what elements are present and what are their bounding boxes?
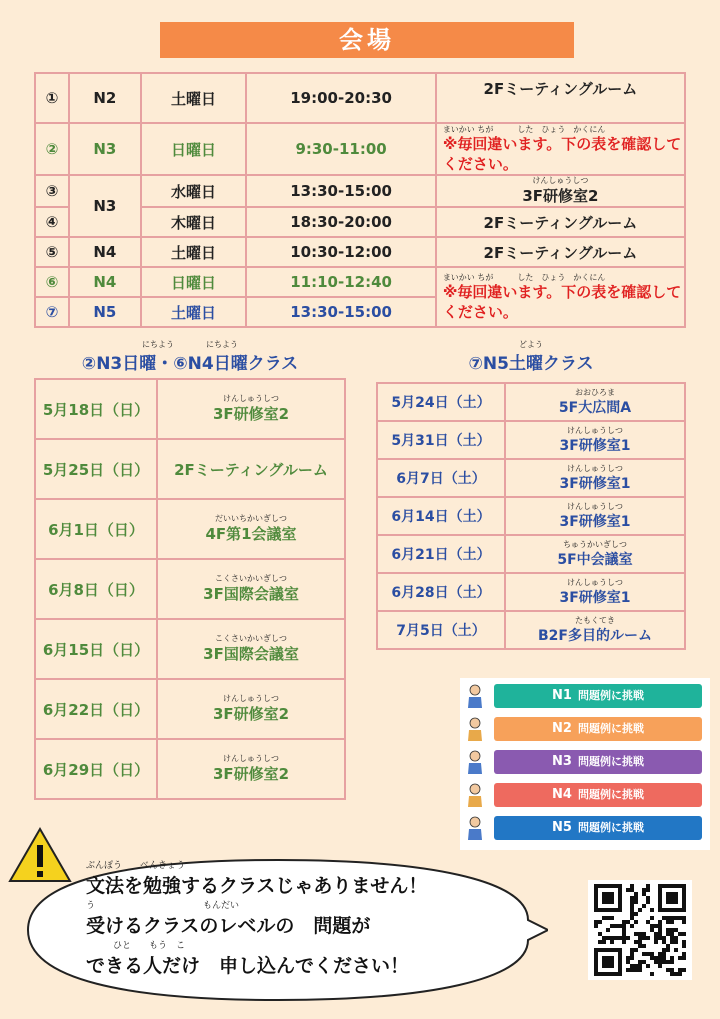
practice-panel — [460, 678, 710, 850]
class-room-text: 4F第1会議室 — [205, 525, 297, 543]
ruby: まいかい ちが した ひょう かくにん — [442, 272, 606, 282]
ruby: けんしゅうしつ — [532, 176, 589, 185]
class-date: 6月8日（日） — [35, 559, 157, 619]
teacher-icon — [466, 816, 484, 840]
class-date: 6月28日（土） — [377, 573, 505, 611]
right-heading — [376, 340, 686, 374]
ruby: けんしゅうしつ — [223, 694, 279, 703]
date-room-row — [35, 439, 345, 499]
class-room-text: 5F大広間A — [558, 399, 632, 416]
room-note — [436, 267, 685, 327]
ruby: おおひろま — [575, 387, 615, 397]
ruby: けんしゅうしつ — [223, 394, 279, 403]
left-heading — [34, 340, 346, 374]
ruby: けんしゅうしつ — [567, 577, 623, 587]
warning-icon — [8, 826, 72, 884]
class-number: ② — [35, 123, 69, 175]
notice-line-3 — [86, 941, 506, 986]
class-room — [157, 619, 345, 679]
class-room — [157, 439, 345, 499]
saturday-class-table — [376, 382, 686, 650]
class-room — [157, 739, 345, 799]
ruby: ちゅうかいぎしつ — [563, 539, 627, 549]
practice-label: 問題例に挑戦 — [577, 821, 644, 834]
date-room-row — [35, 499, 345, 559]
notice-line-1 — [86, 861, 506, 906]
class-day: 土曜日 — [141, 297, 247, 327]
class-room: 2Fミーティングルーム — [436, 73, 685, 123]
class-room — [505, 611, 685, 649]
notice-line-1-text: 文法を勉強するクラスじゃありません！ — [86, 875, 428, 897]
class-room-text: 3F研修室2 — [212, 405, 290, 423]
class-room-text: 3F研修室1 — [559, 437, 631, 454]
venue-title: 会場 — [160, 22, 574, 58]
schedule-row-2 — [35, 123, 685, 175]
class-room-text: B2F多目的ルーム — [538, 627, 652, 644]
class-room-text: 5F中会議室 — [557, 551, 633, 568]
practice-button-n4[interactable] — [494, 783, 702, 807]
teacher-icon — [466, 750, 484, 774]
ruby: けんしゅうしつ — [567, 463, 623, 473]
ruby: こくさいかいぎしつ — [215, 634, 287, 643]
practice-level: N2 — [552, 721, 572, 736]
date-room-row — [35, 739, 345, 799]
ruby: ひと もう こ — [86, 941, 186, 951]
class-date: 6月22日（日） — [35, 679, 157, 739]
class-number: ③ — [35, 175, 69, 207]
date-room-row — [377, 535, 685, 573]
class-date: 5月18日（日） — [35, 379, 157, 439]
ruby: こくさいかいぎしつ — [215, 574, 287, 583]
practice-label: 問題例に挑戦 — [577, 689, 644, 702]
schedule-row-5 — [35, 237, 685, 267]
practice-level: N1 — [552, 688, 572, 703]
class-level: N4 — [69, 237, 141, 267]
teacher-icon — [466, 717, 484, 741]
practice-button-n5[interactable] — [494, 816, 702, 840]
class-day: 土曜日 — [141, 73, 247, 123]
ruby: どよう — [519, 340, 543, 349]
ruby: けんしゅうしつ — [223, 754, 279, 763]
class-room — [157, 679, 345, 739]
ruby: う もんだい — [86, 901, 240, 911]
class-level: N5 — [69, 297, 141, 327]
notice-line-3-text: できる人だけ 申し込んでください！ — [86, 955, 410, 977]
class-room-text: 2Fミーティングルーム — [174, 460, 328, 479]
class-number: ⑥ — [35, 267, 69, 297]
class-day: 水曜日 — [141, 175, 247, 207]
class-room — [505, 535, 685, 573]
ruby: ぶんぽう べんきょう — [86, 861, 186, 871]
date-room-row — [377, 573, 685, 611]
practice-button-n2[interactable] — [494, 717, 702, 741]
date-room-row — [377, 421, 685, 459]
date-room-row — [377, 383, 685, 421]
class-number: ④ — [35, 207, 69, 237]
class-room-text: 3F研修室1 — [559, 475, 631, 492]
practice-label: 問題例に挑戦 — [577, 788, 644, 801]
class-date: 6月14日（土） — [377, 497, 505, 535]
ruby: けんしゅうしつ — [567, 501, 623, 511]
class-room: 2Fミーティングルーム — [436, 207, 685, 237]
class-date: 6月29日（日） — [35, 739, 157, 799]
class-date: 6月1日（日） — [35, 499, 157, 559]
class-level: N2 — [69, 73, 141, 123]
class-room — [505, 383, 685, 421]
ruby: にちよう にちよう — [142, 340, 238, 349]
schedule-row-3 — [35, 175, 685, 207]
class-room: 2Fミーティングルーム — [436, 237, 685, 267]
class-time: 11:10-12:40 — [246, 267, 435, 297]
class-room — [157, 559, 345, 619]
class-time: 13:30-15:00 — [246, 297, 435, 327]
class-room-text: 3F研修室2 — [212, 705, 290, 723]
class-room-text: 3F国際会議室 — [203, 585, 299, 603]
teacher-icon — [466, 684, 484, 708]
class-time: 10:30-12:00 — [246, 237, 435, 267]
date-room-row — [377, 611, 685, 649]
practice-level: N4 — [552, 787, 572, 802]
class-room-text: 3F研修室2 — [522, 187, 599, 205]
ruby: けんしゅうしつ — [567, 425, 623, 435]
class-room — [436, 175, 685, 207]
right-heading-text: ⑦N5土曜クラス — [468, 354, 594, 374]
date-room-row — [35, 379, 345, 439]
class-number: ⑤ — [35, 237, 69, 267]
class-room — [505, 497, 685, 535]
practice-label: 問題例に挑戦 — [577, 755, 644, 768]
class-room — [505, 459, 685, 497]
class-date: 7月5日（土） — [377, 611, 505, 649]
practice-button-n3[interactable] — [494, 750, 702, 774]
date-room-row — [35, 619, 345, 679]
class-level: N3 — [69, 123, 141, 175]
class-room-text: 3F研修室1 — [559, 513, 631, 530]
practice-label: 問題例に挑戦 — [577, 722, 644, 735]
notice-line-2-text: 受けるクラスのレベルの 問題が — [86, 915, 371, 937]
date-room-row — [377, 459, 685, 497]
room-note-text: ※毎回違います。下の表を確認してください。 — [442, 134, 682, 173]
class-date: 5月25日（日） — [35, 439, 157, 499]
notice-text — [86, 861, 506, 986]
practice-button-n1[interactable] — [494, 684, 702, 708]
class-room-text: 3F研修室2 — [212, 765, 290, 783]
qr-code-icon[interactable] — [588, 880, 692, 980]
class-room — [157, 499, 345, 559]
class-time: 19:00-20:30 — [246, 73, 435, 123]
left-heading-text: ②N3日曜・⑥N4日曜クラス — [81, 354, 299, 374]
schedule-row-1 — [35, 73, 685, 123]
class-date: 5月31日（土） — [377, 421, 505, 459]
class-date: 6月15日（日） — [35, 619, 157, 679]
class-date: 5月24日（土） — [377, 383, 505, 421]
class-time: 9:30-11:00 — [246, 123, 435, 175]
room-note-text: ※毎回違います。下の表を確認してください。 — [442, 282, 682, 321]
date-room-row — [35, 559, 345, 619]
class-room — [505, 573, 685, 611]
class-day: 日曜日 — [141, 267, 247, 297]
class-number: ① — [35, 73, 69, 123]
class-day: 木曜日 — [141, 207, 247, 237]
practice-level: N5 — [552, 820, 572, 835]
ruby: だいいちかいぎしつ — [215, 514, 287, 523]
class-date: 6月21日（土） — [377, 535, 505, 573]
class-number: ⑦ — [35, 297, 69, 327]
practice-level: N3 — [552, 754, 572, 769]
notice-line-2 — [86, 901, 506, 946]
class-time: 13:30-15:00 — [246, 175, 435, 207]
date-room-row — [35, 679, 345, 739]
room-note — [436, 123, 685, 175]
class-room — [505, 421, 685, 459]
schedule-row-6 — [35, 267, 685, 297]
sunday-class-table — [34, 378, 346, 800]
teacher-icon — [466, 783, 484, 807]
ruby: たもくてき — [575, 615, 615, 625]
ruby: まいかい ちが した ひょう かくにん — [442, 124, 606, 134]
class-room — [157, 379, 345, 439]
class-level: N4 — [69, 267, 141, 297]
class-room-text: 3F研修室1 — [559, 589, 631, 606]
date-room-row — [377, 497, 685, 535]
class-level: N3 — [69, 175, 141, 237]
class-day: 土曜日 — [141, 237, 247, 267]
class-time: 18:30-20:00 — [246, 207, 435, 237]
schedule-table — [34, 72, 686, 328]
class-room-text: 3F国際会議室 — [203, 645, 299, 663]
class-day: 日曜日 — [141, 123, 247, 175]
class-date: 6月7日（土） — [377, 459, 505, 497]
